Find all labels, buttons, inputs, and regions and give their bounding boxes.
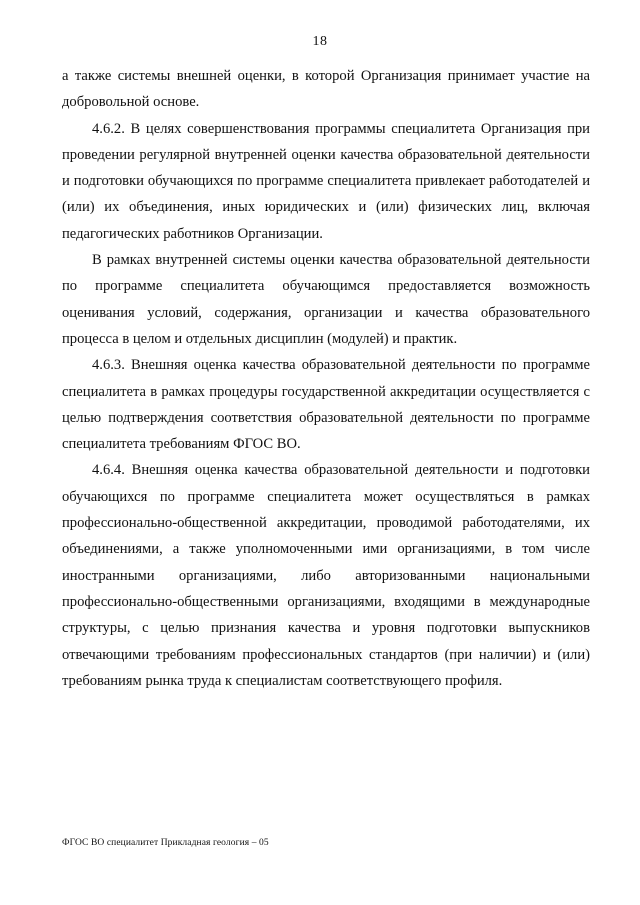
page-number: 18 xyxy=(312,34,328,49)
document-body xyxy=(62,63,590,694)
paragraph-internal-system: В рамках внутренней системы оценки качества образовательной деятельности по программе специалитета обучающимся предоставляется возможность оценивания условий, содержания, организации и качества образовательного процесса в целом и отдельных дисциплин (модулей) и практик. xyxy=(62,252,590,347)
paragraph-continuation: а также системы внешней оценки, в которой Организация принимает участие на добровольной основе. xyxy=(62,68,590,111)
paragraph-4-6-2: 4.6.2. В целях совершенствования программы специалитета Организация при проведении регулярной внутренней оценки качества образовательной деятельности и подготовки обучающихся по программе специалитета привлекает работодателей и (или) их объединения, иных юридических и (или) физических лиц, включая педагогических работников Организации. xyxy=(62,120,590,242)
document-footer: ФГОС ВО специалитет Прикладная геология – 05 xyxy=(62,838,269,848)
paragraph-4-6-3: 4.6.3. Внешняя оценка качества образовательной деятельности по программе специалитета в рамках процедуры государственной аккредитации осуществляется с целью подтверждения соответствия образовательной деятельности по программе специалитета требованиям ФГОС ВО. xyxy=(62,357,590,453)
paragraph-4-6-4: 4.6.4. Внешняя оценка качества образовательной деятельности и подготовки обучающихся по программе специалитета может осуществляться в рамках профессионально-общественной аккредитации, проводимой работодателями, их объединениями, а также уполномоченными ими организациями, в том числе иностранными организациями, либо авторизованными национальными профессионально-общественными организациями, входящими в международные структуры, с целью признания качества и уровня подготовки выпускников отвечающими требованиям профессиональных стандартов (при наличии) и (или) требованиям рынка труда к специалистам соответствующего профиля. xyxy=(62,462,590,689)
